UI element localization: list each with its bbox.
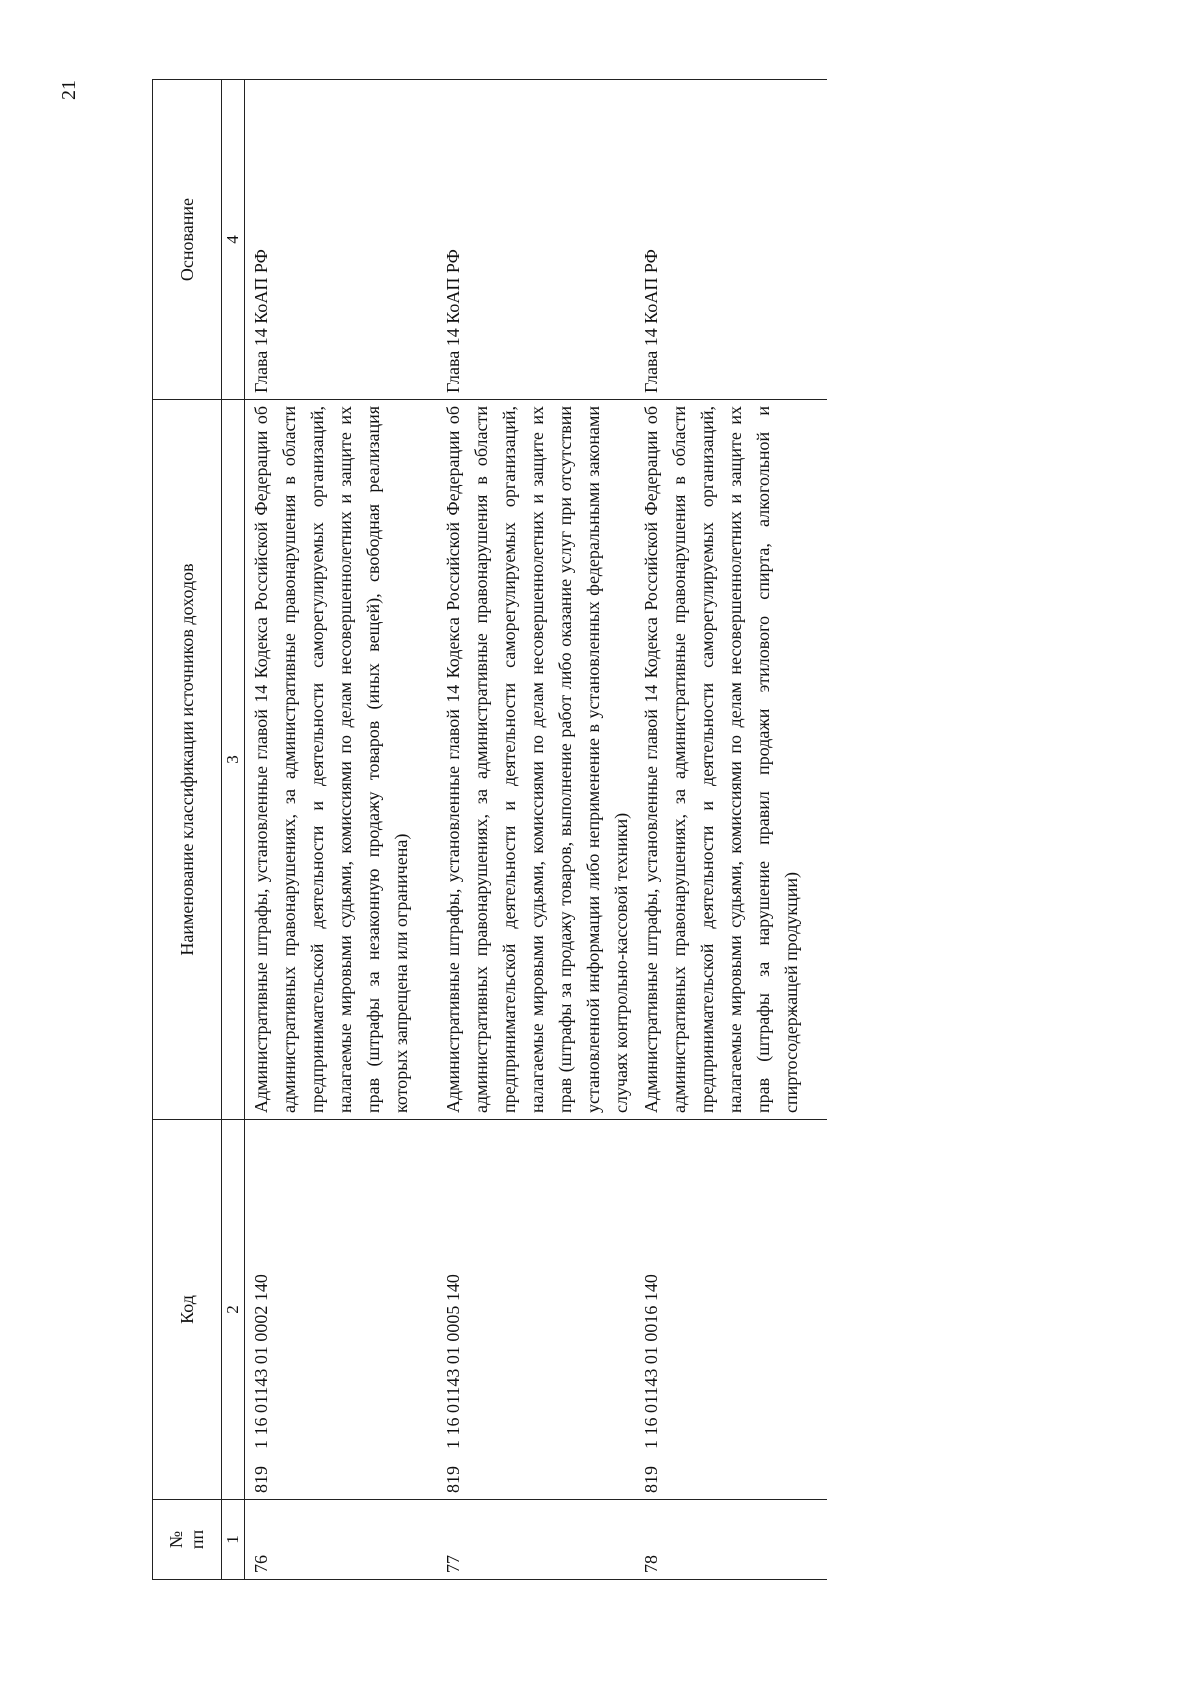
row-name: Административные штрафы, установленные главой 14 Кодекса Российской Федерации об административных правонарушениях, за административные правонарушения в области предпринимательской деятельности и деятельности саморегулируемых организаций, налагаемые мировыми судьями, комиссиями по делам несовершеннолетних и защите их прав (штрафы за незаконную продажу товаров (иных вещей), свободная реализация которых запрещена или ограничена) bbox=[245, 400, 438, 1120]
row-budget-code: 1 16 01143 01 0016 140 bbox=[641, 1274, 661, 1449]
page-number: 21 bbox=[58, 80, 80, 100]
row-code bbox=[245, 1120, 438, 1500]
row-budget-code: 1 16 01143 01 0005 140 bbox=[443, 1274, 463, 1449]
table-row bbox=[245, 80, 438, 1580]
row-admin-code: 819 bbox=[443, 1466, 463, 1493]
revenue-classification-table bbox=[152, 79, 827, 1580]
row-num: 76 bbox=[245, 1500, 438, 1580]
row-name: Административные штрафы, установленные главой 14 Кодекса Российской Федерации об административных правонарушениях, за административные правонарушения в области предпринимательской деятельности и деятельности саморегулируемых организаций, налагаемые мировыми судьями, комиссиями по делам несовершеннолетних и защите их прав (штрафы за нарушение правил продажи этилового спирта, алкогольной и спиртосодержащей продукции) bbox=[635, 400, 827, 1120]
column-number: 3 bbox=[222, 400, 245, 1120]
row-basis: Глава 14 КоАП РФ bbox=[635, 80, 827, 400]
row-basis: Глава 14 КоАП РФ bbox=[437, 80, 635, 400]
header-num: № пп bbox=[153, 1500, 222, 1580]
revenue-table-sheet bbox=[152, 80, 1032, 1580]
row-budget-code: 1 16 01143 01 0002 140 bbox=[251, 1274, 271, 1449]
header-basis: Основание bbox=[153, 80, 222, 400]
table-row bbox=[635, 80, 827, 1580]
row-code bbox=[437, 1120, 635, 1500]
header-name: Наименование классификации источников доходов bbox=[153, 400, 222, 1120]
row-num: 78 bbox=[635, 1500, 827, 1580]
column-number: 1 bbox=[222, 1500, 245, 1580]
table-header-row bbox=[153, 80, 222, 1580]
column-number-row bbox=[222, 80, 245, 1580]
row-num: 77 bbox=[437, 1500, 635, 1580]
column-number: 4 bbox=[222, 80, 245, 400]
row-admin-code: 819 bbox=[251, 1466, 271, 1493]
row-name: Административные штрафы, установленные главой 14 Кодекса Российской Федерации об административных правонарушениях, за административные правонарушения в области предпринимательской деятельности и деятельности саморегулируемых организаций, налагаемые мировыми судьями, комиссиями по делам несовершеннолетних и защите их прав (штрафы за продажу товаров, выполнение работ либо оказание услуг при отсутствии установленной информации либо неприменение в установленных федеральными законами случаях контрольно-кассовой техники) bbox=[437, 400, 635, 1120]
row-basis: Глава 14 КоАП РФ bbox=[245, 80, 438, 400]
header-code: Код bbox=[153, 1120, 222, 1500]
column-number: 2 bbox=[222, 1120, 245, 1500]
row-admin-code: 819 bbox=[641, 1466, 661, 1493]
table-row bbox=[437, 80, 635, 1580]
row-code bbox=[635, 1120, 827, 1500]
